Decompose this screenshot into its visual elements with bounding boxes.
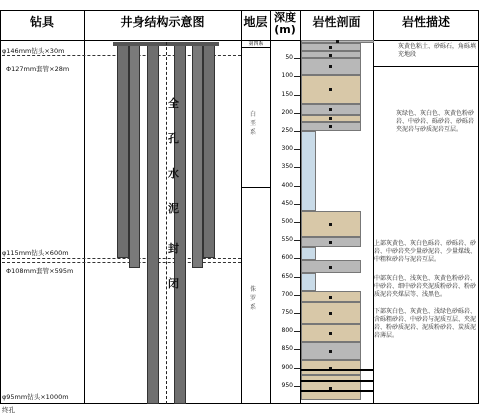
desc-divider (373, 66, 479, 67)
lithology-symbol (329, 117, 332, 120)
depth-tick-label: 350 (281, 163, 293, 171)
lithology-layer (301, 273, 316, 291)
depth-tick (294, 240, 300, 241)
lithology-symbol (329, 88, 332, 91)
desc-jurassic-lower: 下部灰白色、灰黄色、浅绿色砂砾岩、含砾粗砂岩、中砂岩与泥质互层、夹泥岩、粉砂质泥岩、泥质粉砂岩、炭质泥岩薄层。 (374, 308, 477, 339)
depth-tick (294, 222, 300, 223)
lithology-symbol (329, 387, 332, 390)
lithology-symbol (329, 350, 332, 353)
depth-tick-label: 650 (281, 272, 293, 280)
lithology-symbol (329, 266, 332, 269)
depth-tick-label: 550 (281, 236, 293, 244)
dashed-line-600m (2, 258, 241, 259)
col-divider (373, 10, 374, 404)
depth-tick-label: 400 (281, 181, 293, 189)
header-desc: 岩性描述 (401, 15, 450, 29)
lithology-symbol (329, 54, 332, 57)
lithology-symbol (329, 46, 332, 49)
depth-tick (294, 113, 300, 114)
coal-seam (301, 369, 373, 371)
casing-label-127: Φ127mm套管×28m (6, 65, 70, 73)
depth-tick (294, 349, 300, 350)
lithology-symbol (329, 108, 332, 111)
depth-tick-label: 950 (281, 381, 293, 389)
dashed-line-595m (2, 262, 241, 263)
lithology-symbol (329, 125, 332, 128)
depth-tick (294, 149, 300, 150)
depth-tick-label: 200 (281, 108, 293, 116)
depth-tick (294, 331, 300, 332)
depth-tick (294, 295, 300, 296)
depth-tick-label: 450 (281, 199, 293, 207)
depth-tick-label: 150 (281, 90, 293, 98)
cement-char: 孔 (168, 132, 179, 145)
lithology-symbol (329, 65, 332, 68)
depth-tick-label: 300 (281, 145, 293, 153)
desc-jurassic-middle: 中部灰白色、浅灰色、灰黄色粉砂岩、中砂岩、细中砂岩夹泥质粉砂岩、粉砂质泥岩夹煤层等、浅黑色。 (374, 275, 477, 298)
depth-tick (294, 131, 300, 132)
middle-casing-right (192, 42, 203, 268)
lithology-layer (301, 247, 316, 260)
bit-label-146: φ146mm钻头×30m (2, 47, 65, 55)
outer-casing-left (117, 42, 129, 258)
depth-tick (294, 277, 300, 278)
table-frame (0, 10, 479, 404)
cement-char: 泥 (168, 202, 179, 215)
header-divider (0, 40, 479, 41)
col-divider (84, 10, 85, 404)
depth-tick-label: 850 (281, 345, 293, 353)
final-hole-label: 终孔 (2, 406, 15, 414)
lithology-symbol (329, 332, 332, 335)
lithology-symbol (329, 312, 332, 315)
header-bit: 钻具 (29, 15, 54, 29)
depth-tick (294, 386, 300, 387)
bit-label-95: φ95mm钻头×1000m (2, 393, 69, 401)
depth-tick (294, 204, 300, 205)
header-profile: 岩性剖面 (312, 15, 361, 29)
depth-tick (294, 258, 300, 259)
cement-char: 闭 (168, 277, 179, 290)
coal-seam (301, 380, 373, 382)
strata-lower-label: 侏罗系 (250, 286, 257, 311)
cement-char: 水 (168, 167, 179, 180)
coal-seam (301, 390, 373, 392)
header-well: 井身结构示意图 (120, 15, 205, 29)
lithology-symbol (329, 241, 332, 244)
depth-tick-label: 900 (281, 363, 293, 371)
strata-top-box: 第四系 (242, 41, 270, 48)
lithology-symbol (329, 223, 332, 226)
cement-char: 全 (168, 97, 179, 110)
depth-tick-label: 750 (281, 309, 293, 316)
casing-label-108: Φ108mm套管×595m (6, 267, 74, 275)
strata-upper-label: 白垩系 (250, 111, 257, 136)
depth-tick (294, 186, 300, 187)
depth-tick-label: 600 (281, 254, 293, 262)
outer-casing-right (203, 42, 215, 258)
header-depth: 深度 (m) (274, 11, 296, 36)
depth-tick (294, 313, 300, 314)
cement-char: 封 (168, 242, 179, 255)
depth-tick-label: 100 (281, 72, 293, 80)
desc-cretaceous: 灰绿色、灰白色、灰黄色粉砂岩、中砂岩、砾砂岩、砂砾岩夹泥岩与砂质泥岩互层。 (396, 110, 475, 133)
depth-tick-label: 700 (281, 290, 293, 298)
middle-casing-left (129, 42, 140, 268)
center-axis (166, 42, 167, 404)
depth-tick-label: 50 (285, 54, 293, 62)
depth-tick (294, 167, 300, 168)
desc-quaternary: 灰黄色粘土、砂砾石，角砾填充地段 (398, 43, 477, 58)
depth-tick (294, 368, 300, 369)
depth-tick (294, 58, 300, 59)
lithology-layer (301, 131, 316, 211)
bit-label-115: φ115mm钻头×600m (2, 249, 69, 257)
lithology-symbol (329, 296, 332, 299)
inner-casing-left (147, 42, 159, 404)
header-strata: 地层 (243, 15, 268, 29)
desc-jurassic-upper: 上部灰黄色、灰白色砾岩、砂砾岩、砂岩、中砂岩夹少量砂泥岩、少量煤线、中粗粒砂岩与泥岩互层。 (374, 240, 477, 263)
depth-tick-label: 250 (281, 127, 293, 134)
depth-tick (294, 95, 300, 96)
depth-tick-label: 500 (281, 218, 293, 225)
depth-tick (294, 76, 300, 77)
depth-tick-label: 800 (281, 327, 293, 335)
